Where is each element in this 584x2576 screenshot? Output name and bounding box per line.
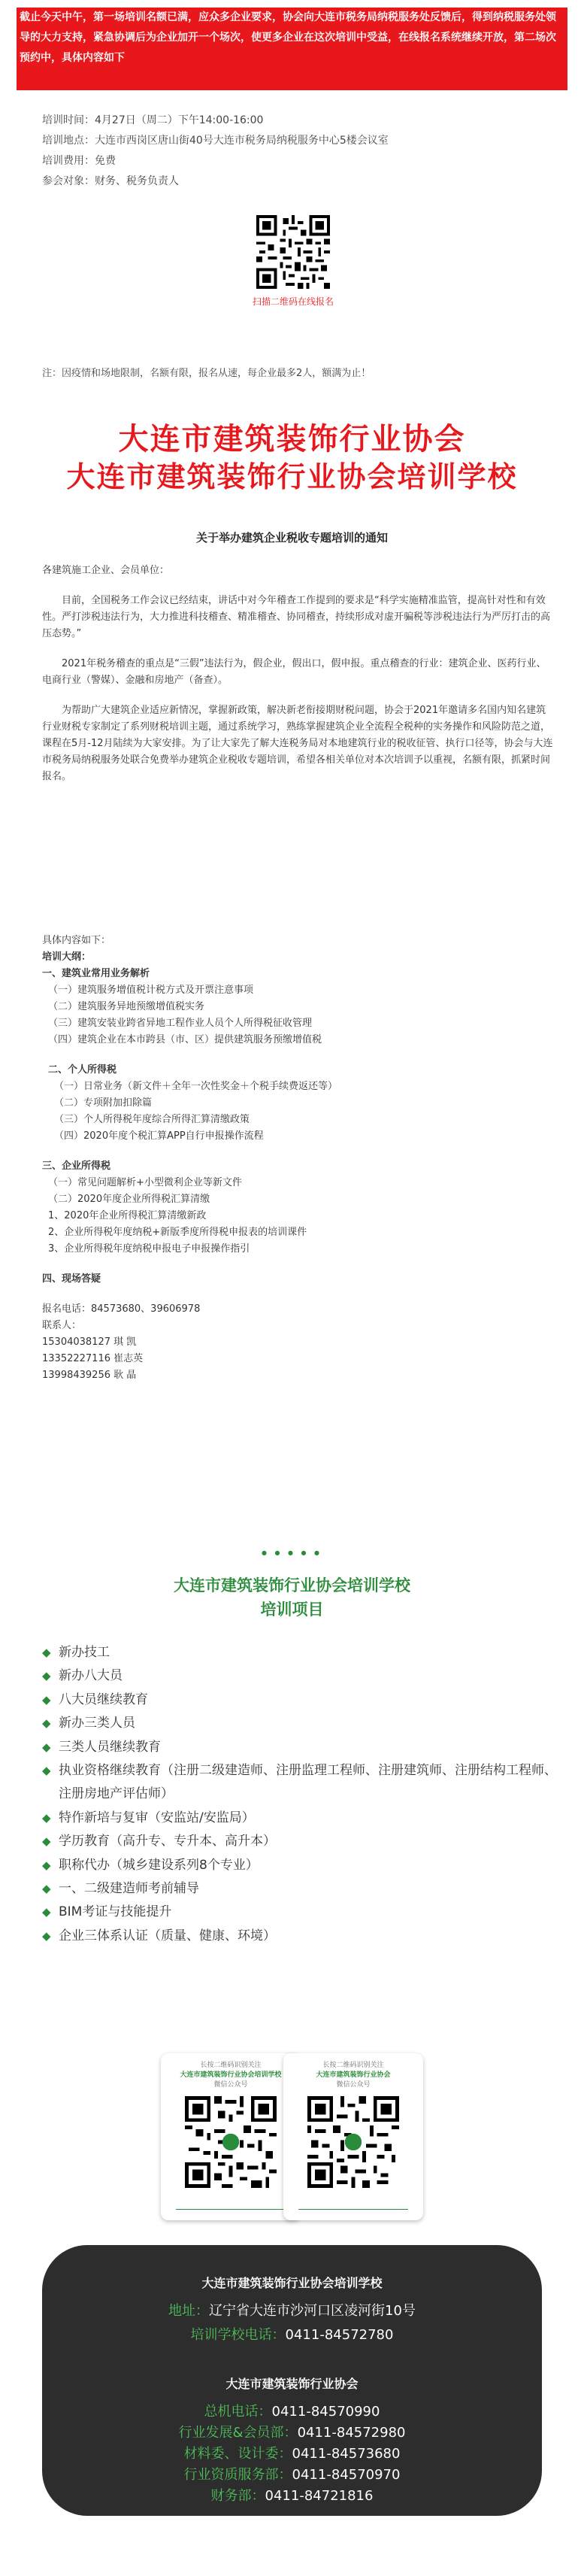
diamond-icon: ◆ [42,1858,51,1872]
diamond-icon: ◆ [42,1882,51,1896]
training-programs-heading: 培训项目 [260,1601,324,1619]
diamond-icon: ◆ [42,1764,51,1778]
training-place: 培训地点：大连市西岗区唐山街40号大连市税务局纳税服务中心5楼会议室 [42,135,389,147]
course-list [42,1641,561,1948]
course-item: ◆ 学历教育（高升专、专升本、高升本） [42,1830,561,1853]
qr-card-account: 大连市建筑装饰行业协会 [316,2071,391,2079]
diamond-icon: ◆ [42,1928,51,1943]
notice-letter [42,563,553,799]
course-item: ◆ 新办三类人员 [42,1712,561,1735]
school-title: 大连市建筑装饰行业协会培训学校 [66,460,518,493]
salutation: 各建筑施工企业、会员单位： [42,565,170,576]
signup-phone: 报名电话：84573680、39606978 [42,1303,201,1315]
course-item: ◆ 特作新培与复审（安监站/安监局） [42,1807,561,1830]
contact-person: 13998439256 耿 晶 [42,1370,137,1381]
course-item: ◆ 新办八大员 [42,1664,561,1688]
card-divider [298,2209,408,2210]
school-phone-row: 培训学校电话：0411-84572780 [190,2327,394,2343]
outline-item: （三）个人所得税年度综合所得汇算清缴政策 [54,1114,250,1125]
phone-row: 行业发展&会员部：0411-84572980 [178,2425,406,2441]
association-title: 大连市建筑装饰行业协会 [118,421,466,457]
outline-item: 3、企业所得税年度纳税申报电子申报操作指引 [48,1243,250,1255]
course-item: ◆ 新办技工 [42,1641,561,1664]
outline-item: （二）建筑服务异地预缴增值税实务 [48,1001,205,1012]
outline-item: 2、企业所得税年度纳税+新版季度所得税申报表的培训课件 [48,1227,307,1238]
outline-section: 四、现场答疑 [42,1273,101,1285]
qr-card-type: 微信公众号 [213,2081,248,2089]
phone-row: 行业资质服务部：0411-84570970 [183,2467,401,2483]
outline-item: （二）专项附加扣除篇 [54,1097,153,1109]
training-outline [42,933,553,1384]
outline-heading: 培训大纲： [42,951,92,963]
outline-intro: 具体内容如下： [42,935,111,946]
school-name: 大连市建筑装饰行业协会培训学校 [201,2276,383,2290]
paragraph: 为帮助广大建筑企业适应新情况，掌握新政策，解决新老衔接期财税问题，协会于2021年邀请多名国内知名建筑行业财税专家制定了系列财税培训主题，通过系统学习，熟练掌握建筑企业全流程全税种的实务操作和风险防范之道，课程在5月-12月陆续为大家安排。为了让大家先了解大连税务局对本地建筑行业的税收征管、执行口径等，协会与大连市税务局纳税服务处联合免费举办建筑企业税收专题培训，希望各相关单位对本次培训予以重视，名额有限，抓紧时间报名。 [42,705,553,782]
card-divider [176,2209,286,2210]
course-item: ◆ 三类人员继续教育 [42,1736,561,1759]
notice-title: 关于举办建筑企业税收专题培训的通知 [195,531,388,545]
qr-card-school [161,2053,301,2220]
outline-item: （一）常见问题解析+小型微利企业等新文件 [48,1177,242,1188]
course-item: ◆ 一、二级建造师考前辅导 [42,1877,561,1901]
diamond-icon: ◆ [42,1692,51,1707]
qr-card-association [283,2053,423,2220]
diamond-icon: ◆ [42,1810,51,1825]
qr-card-account: 大连市建筑装饰行业协会培训学校 [180,2071,282,2079]
signup-qr-code[interactable] [256,215,330,289]
outline-section: 三、企业所得税 [42,1161,111,1172]
qr-card-hint: 长按二维码识别关注 [200,2062,262,2069]
contact-person: 13352227116 崔志英 [42,1353,144,1364]
contact-person: 15304038127 琪 凯 [42,1337,137,1348]
qr-card-hint: 长按二维码识别关注 [322,2062,384,2069]
phone-row: 材料委、设计委：0411-84573680 [183,2446,401,2462]
signup-qr-block [241,215,346,308]
section-divider-dots: ● ● ● ● ● [261,1549,323,1556]
training-time: 培训时间：4月27日（周二）下午14:00-16:00 [42,114,264,126]
course-item: ◆ 执业资格继续教育（注册二级建造师、注册监理工程师、注册建筑师、注册结构工程师、注册房地产评估师） [42,1759,561,1807]
training-fee: 培训费用：免费 [42,155,116,167]
outline-item: （一）日常业务（新文件＋全年一次性奖金＋个税手续费返还等） [54,1081,338,1092]
course-item: ◆ 八大员继续教育 [42,1689,561,1712]
contact-label: 联系人： [42,1320,82,1331]
training-info [42,111,389,192]
training-school-heading: 大连市建筑装饰行业协会培训学校 [174,1576,410,1594]
diamond-icon: ◆ [42,1905,51,1919]
association-name: 大连市建筑装饰行业协会 [225,2377,359,2391]
outline-item: （四）2020年度个税汇算APP自行申报操作流程 [54,1130,264,1142]
outline-section: 一、建筑业常用业务解析 [42,968,150,979]
outline-item: （四）建筑企业在本市跨县（市、区）提供建筑服务预缴增值税 [48,1034,322,1045]
paragraph: 目前，全国税务工作会议已经结束，讲话中对今年稽查工作提到的要求是“科学实施精准监管，提高针对性和有效性。严打涉税违法行为，大力推进科技稽查、精准稽查、协同稽查，持续形成对虚开骗税等涉税违法行为严厉打击的高压态势。” [42,595,551,639]
qr-card-type: 微信公众号 [336,2081,371,2089]
qr-caption: 扫描二维码在线报名 [252,296,334,307]
paragraph: 2021年税务稽查的重点是“三假”违法行为，假企业，假出口，假申报。重点稽查的行业：建筑企业、医药行业、电商行业（警媒）、金融和房地产（备查）。 [42,658,546,686]
diamond-icon: ◆ [42,1834,51,1849]
outline-item: （三）建筑安装业跨省异地工程作业人员个人所得税征收管理 [48,1018,313,1029]
diamond-icon: ◆ [42,1646,51,1659]
diamond-icon: ◆ [42,1740,51,1754]
outline-section: 二、个人所得税 [48,1064,117,1076]
course-item: ◆ 职称代办（城乡建设系列8个专业） [42,1854,561,1877]
address-row: 地址：辽宁省大连市沙河口区凌河街10号 [168,2303,416,2319]
course-item: ◆ BIM考证与技能提升 [42,1901,561,1924]
outline-item: 1、2020年企业所得税汇算清缴新政 [48,1210,207,1221]
phone-row: 财务部：0411-84721816 [210,2488,374,2504]
wechat-qr-code[interactable] [185,2096,277,2188]
course-item: ◆ 企业三体系认证（质量、健康、环境） [42,1925,561,1948]
phone-row: 总机电话：0411-84570990 [204,2404,380,2420]
diamond-icon: ◆ [42,1669,51,1683]
training-attendees: 参会对象：财务、税务负责人 [42,175,179,187]
outline-item: （一）建筑服务增值税计税方式及开票注意事项 [48,985,254,996]
outline-item: （二）2020年度企业所得税汇算清缴 [48,1194,210,1205]
urgent-notice-banner: 截止今天中午，第一场培训名额已满，应众多企业要求，协会向大连市税务局纳税服务处反馈后，得到纳税服务处领导的大力支持，紧急协调后为企业加开一个场次，使更多企业在这次培训中受益，在线报名系统继续开放，第二场次预约中，具体内容如下 [17,8,567,90]
diamond-icon: ◆ [42,1716,51,1731]
contact-panel [42,2245,542,2516]
wechat-qr-code[interactable] [307,2096,399,2188]
footnote: 注：因疫情和场地限制，名额有限，报名从速，每企业最多2人，额满为止！ [42,368,371,379]
